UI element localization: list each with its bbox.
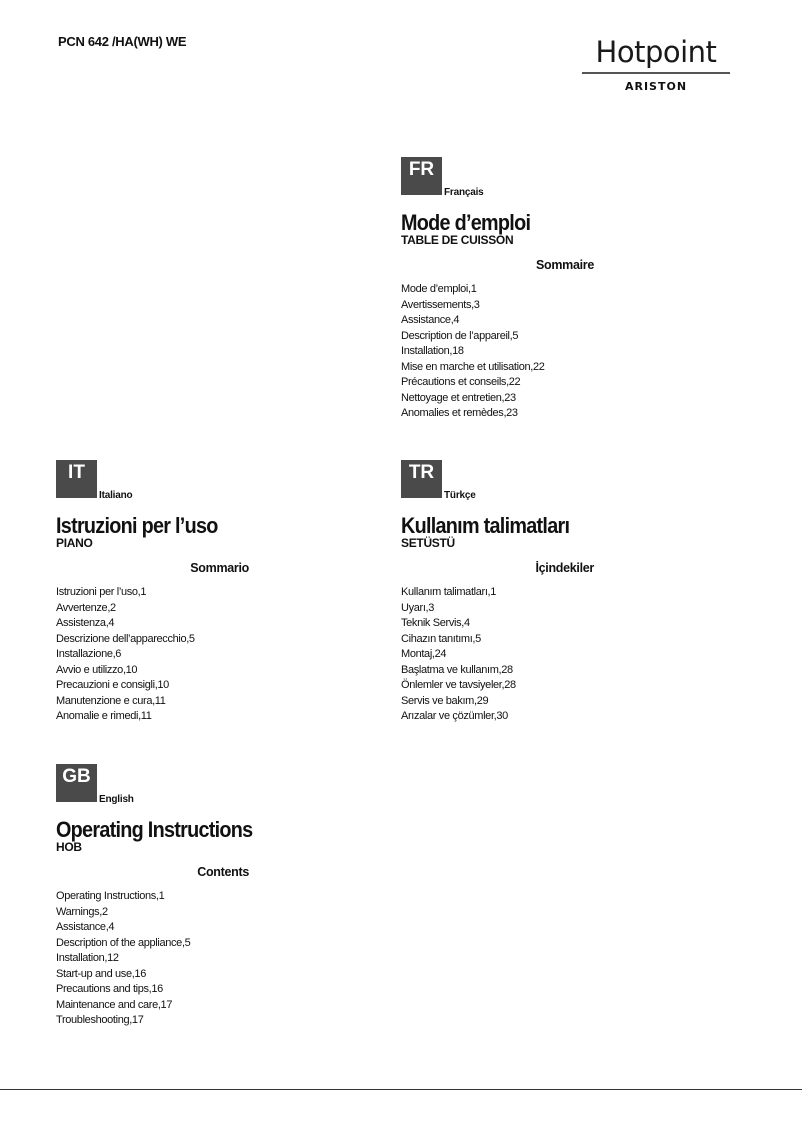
logo-brand: Hotpoint: [595, 35, 717, 69]
toc-item[interactable]: Descrizione dell’apparecchio,5: [56, 632, 195, 645]
toc-item[interactable]: Uyarı,3: [401, 601, 435, 614]
section-subtitle: HOB: [56, 840, 82, 854]
footer-divider: [0, 1089, 802, 1090]
toc-item[interactable]: Precauzioni e consigli,10: [56, 679, 169, 691]
table-of-contents: [56, 889, 356, 1029]
toc-item[interactable]: Description de l’appareil,5: [401, 329, 519, 342]
toc-item[interactable]: Avvio e utilizzo,10: [56, 663, 138, 676]
toc-item[interactable]: Assistenza,4: [56, 617, 115, 629]
toc-item[interactable]: Cihazın tanıtımı,5: [401, 632, 481, 645]
section-subtitle: SETÜSTÜ: [401, 536, 455, 550]
toc-item[interactable]: Nettoyage et entretien,23: [401, 391, 516, 404]
toc-heading: Sommaire: [535, 258, 594, 272]
table-of-contents: [56, 585, 356, 725]
toc-item[interactable]: Assistance,4: [56, 921, 115, 933]
logo-divider: [582, 72, 730, 74]
toc-item[interactable]: Installazione,6: [56, 648, 122, 660]
toc-heading: Contents: [197, 865, 249, 879]
section-it: [56, 458, 356, 725]
toc-item[interactable]: Operating Instructions,1: [56, 890, 165, 902]
language-code-badge: GB: [56, 764, 97, 802]
language-code-badge: FR: [401, 157, 442, 195]
toc-item[interactable]: Installation,12: [56, 952, 119, 964]
toc-item[interactable]: Assistance,4: [401, 314, 460, 326]
section-tr: [401, 458, 701, 725]
section-title: Operating Instructions: [56, 817, 253, 842]
section-title: Kullanım talimatları: [401, 513, 570, 538]
toc-item[interactable]: Précautions et conseils,22: [401, 376, 521, 388]
toc-item[interactable]: Servis ve bakım,29: [401, 694, 489, 707]
language-code-badge: IT: [56, 460, 97, 498]
toc-item[interactable]: Manutenzione e cura,11: [56, 694, 166, 707]
toc-item[interactable]: Mise en marche et utilisation,22: [401, 360, 545, 373]
toc-item[interactable]: Başlatma ve kullanım,28: [401, 663, 513, 676]
language-name: English: [99, 794, 134, 805]
toc-item[interactable]: Istruzioni per l’uso,1: [56, 586, 147, 598]
toc-item[interactable]: Start-up and use,16: [56, 967, 146, 980]
section-gb: [56, 762, 356, 1029]
logo-sub: ARISTON: [624, 80, 688, 93]
toc-item[interactable]: Warnings,2: [56, 905, 108, 918]
toc-item[interactable]: Precautions and tips,16: [56, 983, 163, 995]
toc-item[interactable]: Maintenance and care,17: [56, 998, 173, 1011]
section-subtitle: TABLE DE CUISSON: [401, 233, 514, 247]
toc-item[interactable]: Mode d’emploi,1: [401, 283, 477, 295]
toc-heading: Sommario: [190, 561, 249, 575]
table-of-contents: [401, 282, 701, 422]
model-number: PCN 642 /HA(WH) WE: [58, 34, 187, 49]
toc-item[interactable]: Anomalie e rimedi,11: [56, 710, 152, 722]
language-header: [401, 458, 701, 501]
toc-item[interactable]: Anomalies et remèdes,23: [401, 407, 518, 419]
section-fr: [401, 155, 701, 422]
language-name: Türkçe: [444, 490, 476, 501]
toc-item[interactable]: Troubleshooting,17: [56, 1014, 144, 1026]
language-code-badge: TR: [401, 460, 442, 498]
toc-item[interactable]: Arızalar ve çözümler,30: [401, 710, 508, 722]
toc-item[interactable]: Teknik Servis,4: [401, 617, 470, 629]
table-of-contents: [401, 585, 701, 725]
toc-item[interactable]: Installation,18: [401, 345, 464, 357]
section-title: Istruzioni per l’uso: [56, 513, 218, 538]
language-header: [56, 762, 356, 805]
language-name: Italiano: [99, 490, 133, 501]
language-name: Français: [444, 187, 484, 198]
language-header: [56, 458, 356, 501]
toc-item[interactable]: Kullanım talimatları,1: [401, 586, 497, 598]
language-header: [401, 155, 701, 198]
toc-item[interactable]: Avvertenze,2: [56, 601, 116, 614]
toc-heading: İçindekiler: [535, 561, 594, 575]
toc-item[interactable]: Description of the appliance,5: [56, 936, 191, 949]
hotpoint-ariston-logo: [580, 36, 732, 93]
section-title: Mode d’emploi: [401, 210, 531, 235]
toc-item[interactable]: Montaj,24: [401, 648, 447, 660]
toc-item[interactable]: Önlemler ve tavsiyeler,28: [401, 679, 516, 691]
section-subtitle: PIANO: [56, 536, 93, 550]
toc-item[interactable]: Avertissements,3: [401, 298, 480, 311]
